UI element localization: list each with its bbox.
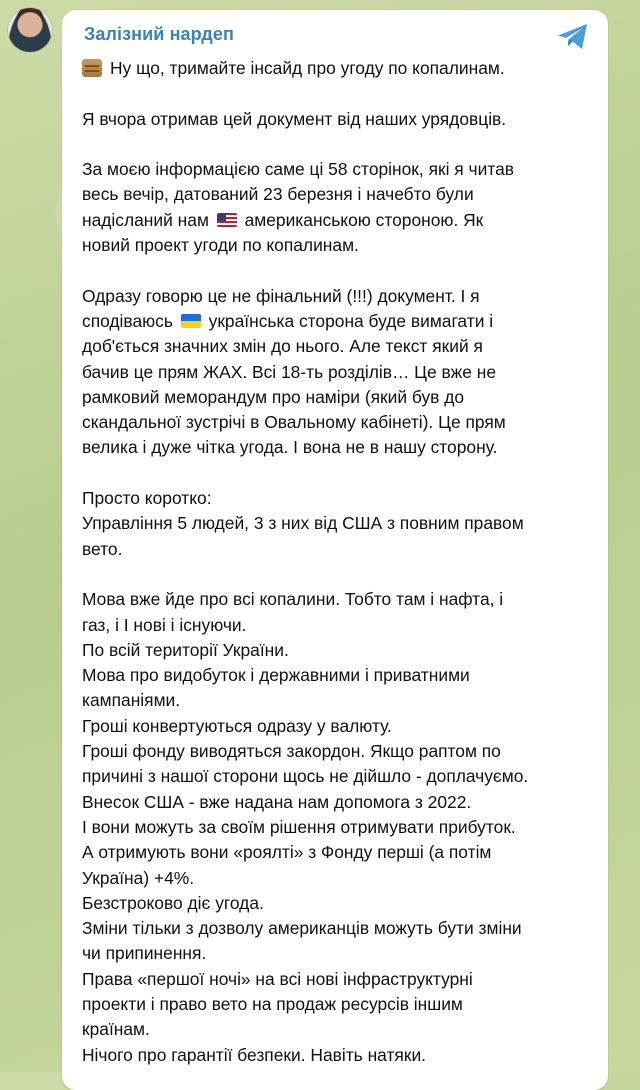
message-line: Ну що, тримайте інсайд про угоду по копалинам.	[82, 56, 602, 81]
message-line: доб'ється значних змін до нього. Але текст який я	[82, 336, 483, 357]
message-line: сподіваюсь українська сторона буде вимагати і	[82, 310, 494, 331]
message-line: скандальної зустрічі в Овальному кабінеті). Це прям	[82, 412, 506, 433]
message-line: країнам.	[82, 1019, 150, 1040]
message-line: Гроші фонду виводяться закордон. Якщо раптом по	[82, 741, 501, 762]
message-line: Нічого про гарантії безпеки. Навіть натяки.	[82, 1044, 427, 1065]
message-line: причині з нашої сторони щось не дійшло - доплачуємо.	[82, 766, 529, 787]
ukraine-flag-icon	[181, 314, 201, 328]
message-line: По всій території України.	[82, 639, 289, 660]
sender-name[interactable]: Залізний нардеп	[84, 24, 234, 44]
message-line: чи припинення.	[82, 943, 207, 964]
message-line: вето.	[82, 538, 123, 559]
message-line: Я вчора отримав цей документ від наших урядовців.	[82, 108, 507, 129]
message-line: Безстроково діє угода.	[82, 892, 264, 913]
message-line: І вони можуть за своїм рішення отримувати прибуток.	[82, 816, 516, 837]
message-line: проекти і право вето на продаж ресурсів іншим	[82, 993, 463, 1014]
message-line: За моєю інформацією саме ці 58 сторінок, які я читав	[82, 159, 515, 180]
message-line: Внесок США - вже надана нам допомога з 2022.	[82, 791, 472, 812]
message-line: весь вечір, датований 23 березня і начебто були	[82, 184, 474, 205]
message-line: Просто коротко:	[82, 488, 212, 509]
scroll-emoji-icon	[82, 59, 102, 77]
message-line: Зміни тільки з дозволу американців можуть бути зміни	[82, 918, 522, 939]
message-line: бачив це прям ЖАХ. Всі 18-ть розділів… Це вже не	[82, 361, 497, 382]
message-line: газ, і І нові і існуючи.	[82, 614, 247, 635]
channel-avatar[interactable]	[8, 8, 52, 52]
us-flag-icon	[217, 213, 237, 227]
message-line: рамковий меморандум про наміри (який був до	[82, 386, 465, 407]
message-line: А отримують вони «роялті» з Фонду перші (а потім	[82, 842, 492, 863]
message-text	[82, 56, 602, 1068]
message-bubble	[62, 10, 608, 1090]
message-line: Україна) +4%.	[82, 867, 195, 888]
message-line: Права «першої ночі» на всі нові інфраструктурні	[82, 968, 473, 989]
message-line: Одразу говорю це не фінальний (!!!) документ. І я	[82, 285, 480, 306]
message-line: надісланий нам американською стороною. Як	[82, 209, 484, 230]
message-line: Мова про видобуток і державними і приватними	[82, 665, 470, 686]
message-line: кампаніями.	[82, 690, 181, 711]
message-line: новий проект угоди по копалинам.	[82, 235, 359, 256]
message-line: Управління 5 людей, 3 з них від США з повним правом	[82, 513, 524, 534]
telegram-share-icon[interactable]	[556, 22, 590, 52]
message-line: Мова вже йде про всі копалини. Тобто там і нафта, і	[82, 589, 504, 610]
message-line: Гроші конвертуються одразу у валюту.	[82, 715, 392, 736]
message-line: велика і дуже чітка угода. І вона не в нашу сторону.	[82, 437, 498, 458]
